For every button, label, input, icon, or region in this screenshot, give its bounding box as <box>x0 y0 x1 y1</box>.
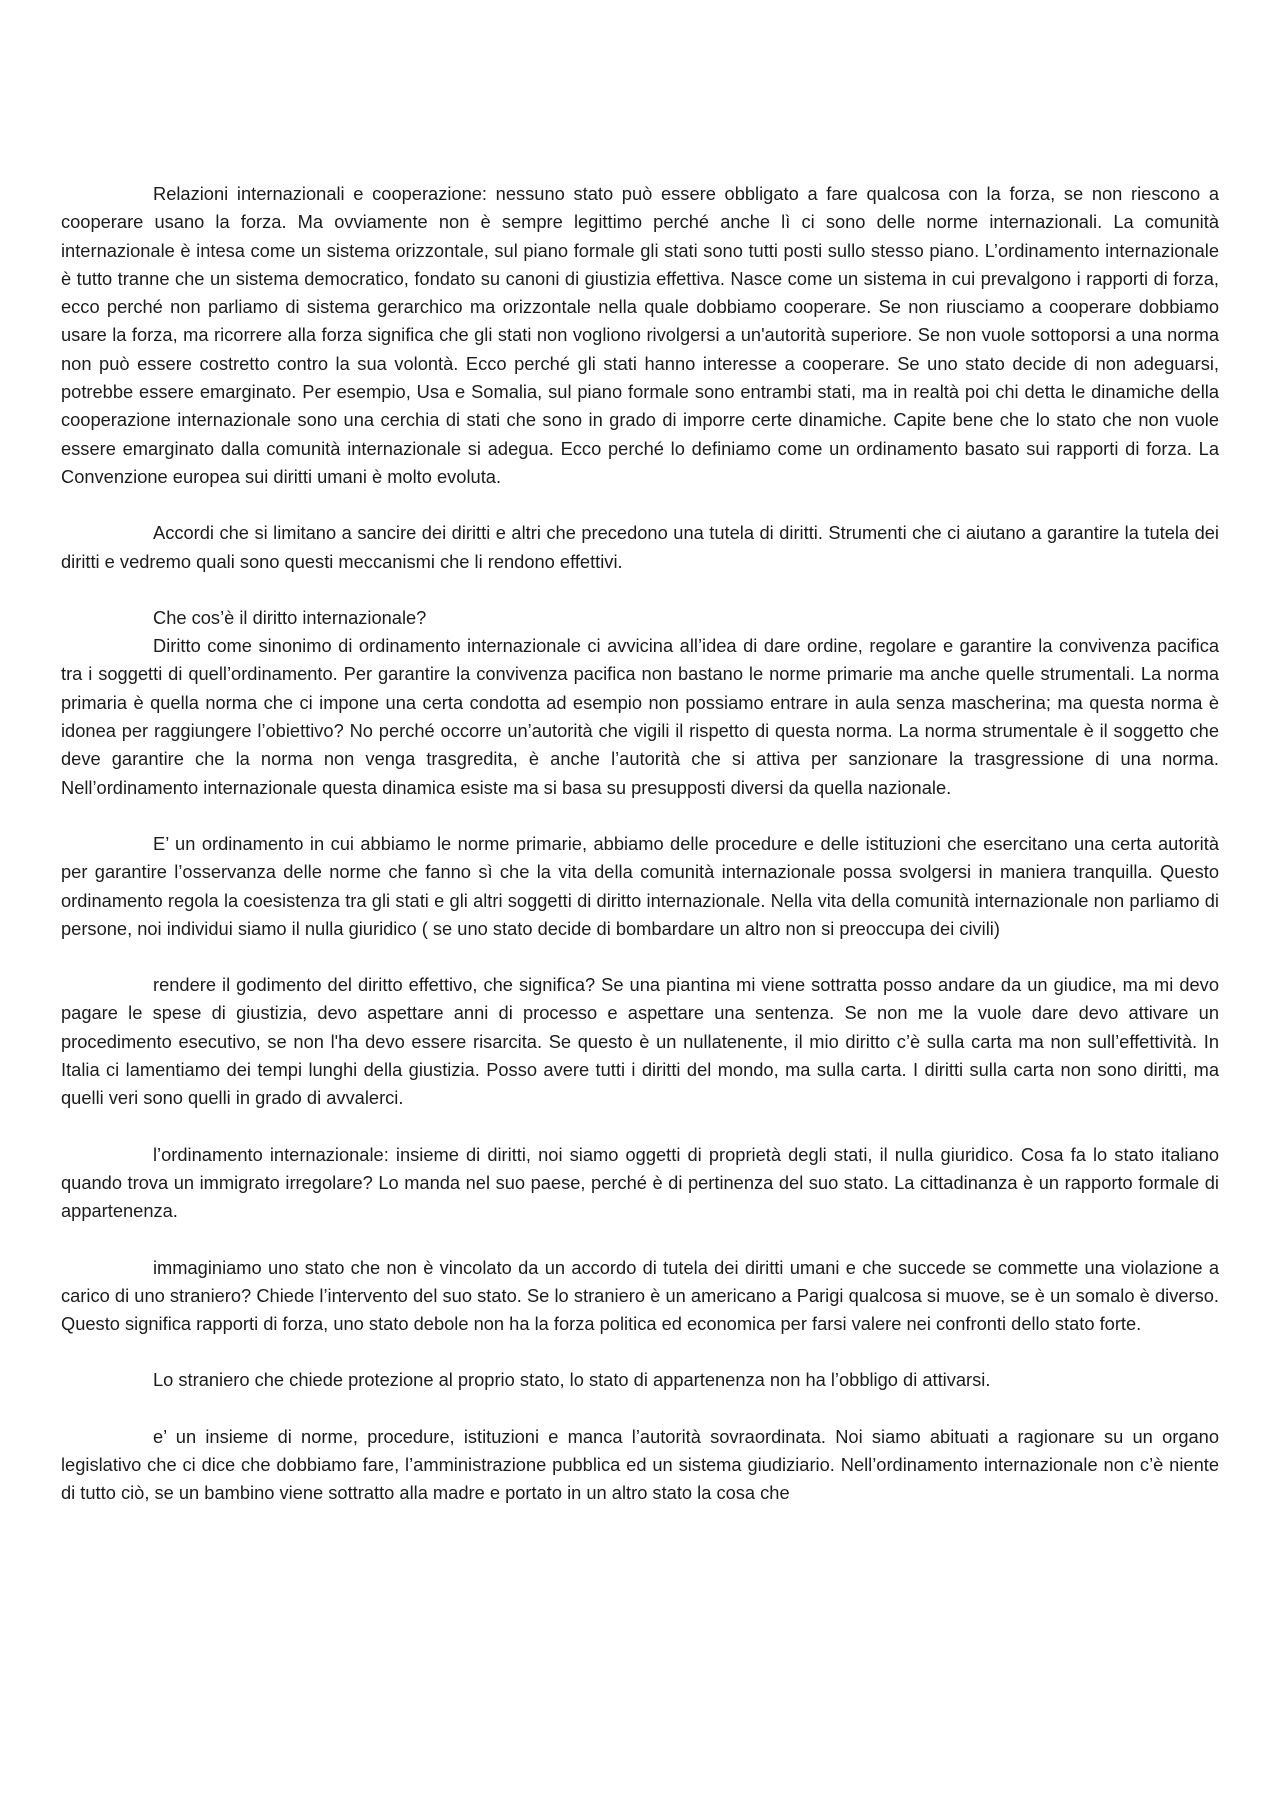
paragraph-protezione-straniero: Lo straniero che chiede protezione al proprio stato, lo stato di appartenenza non ha l’obbligo di attivarsi. <box>153 1369 991 1391</box>
document-body <box>61 180 1219 1508</box>
paragraph-norme-primarie: E’ un ordinamento in cui abbiamo le norme primarie, abbiamo delle procedure e delle istituzioni che esercitano una certa autorità per garantire l’osservanza delle norme che fanno sì che la vita della comunità internazionale possa svolgersi in maniera tranquilla. Questo ordinamento regola la coesistenza tra gli stati e gli altri soggetti di diritto internazionale. Nella vita della comunità internazionale non parliamo di persone, noi individui siamo il nulla giuridico ( se uno stato decide di bombardare un altro non si preoccupa dei civili) <box>61 832 1219 939</box>
paragraph-heading-diritto-internazionale: Che cos’è il diritto internazionale? <box>153 606 427 628</box>
paragraph-diritto-ordinamento: Diritto come sinonimo di ordinamento internazionale ci avvicina all’idea di dare ordine, regolare e garantire la convivenza pacifica tra i soggetti di quell’ordinamento. Per garantire la convivenza pacifica non bastano le norme primarie ma anche quelle strumentali. La norma primaria è quella norma che ci impone una certa condotta ad esempio non possiamo entrare in aula senza mascherina; ma questa norma è idonea per raggiungere l’obiettivo? No perché occorre un’autorità che vigili il rispetto di questa norma. La norma strumentale è il soggetto che deve garantire che la norma non venga trasgredita, è anche l’autorità che si attiva per sanzionare la trasgressione di una norma. Nell’ordinamento internazionale questa dinamica esiste ma si basa su presupposti diversi da quella nazionale. <box>61 635 1219 798</box>
paragraph-straniero-violazione: immaginiamo uno stato che non è vincolato da un accordo di tutela dei diritti umani e che succede se commette una violazione a carico di uno straniero? Chiede l’intervento del suo stato. Se lo straniero è un americano a Parigi qualcosa si muove, se è un somalo è diverso. Questo significa rapporti di forza, uno stato debole non ha la forza politica ed economica per farsi valere nei confronti dello stato forte. <box>61 1256 1219 1335</box>
paragraph-autorita-sovraordinata: e’ un insieme di norme, procedure, istituzioni e manca l’autorità sovraordinata. Noi siamo abituati a ragionare su un organo legislativo che ci dice che dobbiamo fare, l’amministrazione pubblica ed un sistema giudiziario. Nell’ordinamento internazionale non c’è niente di tutto ciò, se un bambino viene sottratto alla madre e portato in un altro stato la cosa che <box>61 1425 1219 1504</box>
paragraph-accordi: Accordi che si limitano a sancire dei diritti e altri che precedono una tutela di diritti. Strumenti che ci aiutano a garantire la tutela dei diritti e vedremo quali sono questi meccanismi che li rendono effettivi. <box>61 522 1219 572</box>
paragraph-relazioni-internazionali: Relazioni internazionali e cooperazione: nessuno stato può essere obbligato a fare qualcosa con la forza, se non riescono a cooperare usano la forza. Ma ovviamente non è sempre legittimo perché anche lì ci sono delle norme internazionali. La comunità internazionale è intesa come un sistema orizzontale, sul piano formale gli stati sono tutti posti sullo stesso piano. L’ordinamento internazionale è tutto tranne che un sistema democratico, fondato su canoni di giustizia effettiva. Nasce come un sistema in cui prevalgono i rapporti di forza, ecco perché non parliamo di sistema gerarchico ma orizzontale nella quale dobbiamo cooperare. Se non riusciamo a cooperare dobbiamo usare la forza, ma ricorrere alla forza significa che gli stati non vogliono rivolgersi a un'autorità superiore. Se non vuole sottoporsi a una norma non può essere costretto contro la sua volontà. Ecco perché gli stati hanno interesse a cooperare. Se uno stato decide di non adeguarsi, potrebbe essere emarginato. Per esempio, Usa e Somalia, sul piano formale sono entrambi stati, ma in realtà poi chi detta le dinamiche della cooperazione internazionale sono una cerchia di stati che sono in grado di imporre certe dinamiche. Capite bene che lo stato che non vuole essere emarginato dalla comunità internazionale si adegua. Ecco perché lo definiamo come un ordinamento basato sui rapporti di forza. La Convenzione europea sui diritti umani è molto evoluta. <box>61 183 1219 487</box>
paragraph-ordinamento-internazionale: l’ordinamento internazionale: insieme di diritti, noi siamo oggetti di proprietà degli stati, il nulla giuridico. Cosa fa lo stato italiano quando trova un immigrato irregolare? Lo manda nel suo paese, perché è di pertinenza del suo stato. La cittadinanza è un rapporto formale di appartenenza. <box>61 1143 1219 1222</box>
paragraph-godimento-diritto: rendere il godimento del diritto effettivo, che significa? Se una piantina mi viene sottratta posso andare da un giudice, ma mi devo pagare le spese di giustizia, devo aspettare anni di processo e aspettare una sentenza. Se non me la vuole dare devo attivare un procedimento esecutivo, se non l'ha devo essere risarcita. Se questo è un nullatenente, il mio diritto c’è sulla carta ma non sull’effettività. In Italia ci lamentiamo dei tempi lunghi della giustizia. Posso avere tutti i diritti del mondo, ma sulla carta. I diritti sulla carta non sono diritti, ma quelli veri sono quelli in grado di avvalerci. <box>61 974 1219 1109</box>
